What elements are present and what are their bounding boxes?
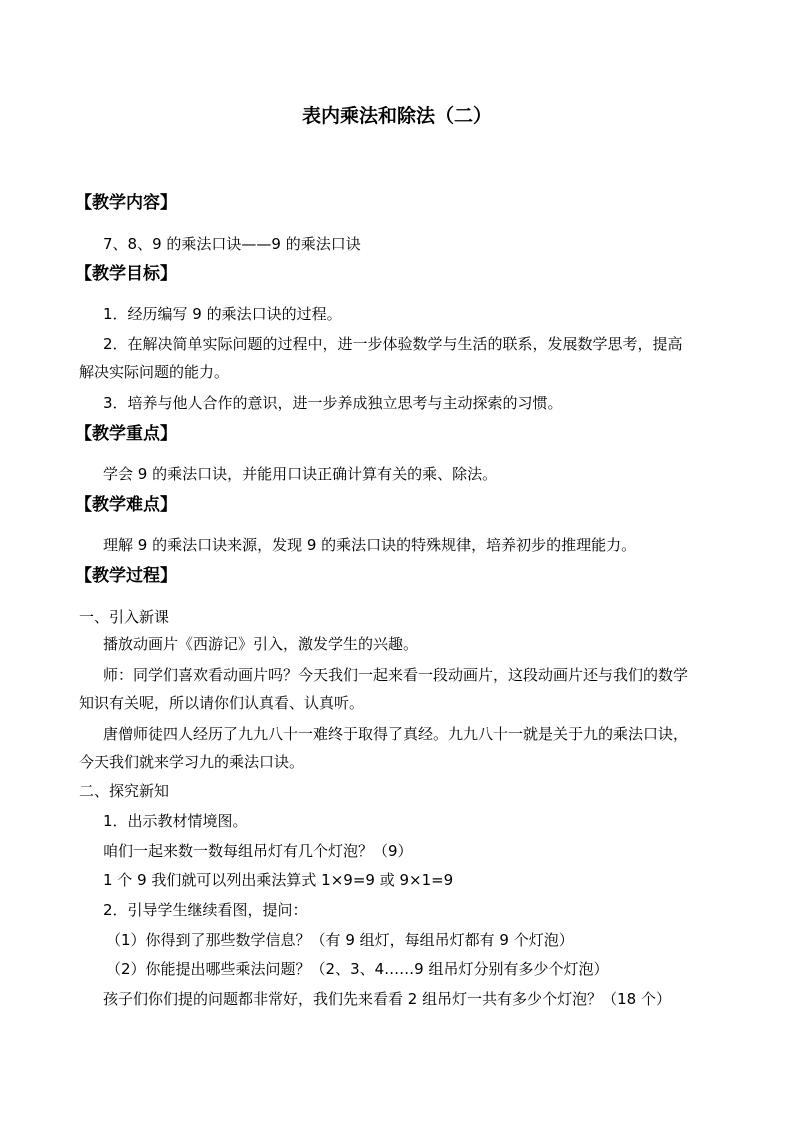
explore-line-1: 1．出示教材情境图。 (103, 812, 248, 830)
key-point-line: 学会 9 的乘法口诀，并能用口诀正确计算有关的乘、除法。 (103, 465, 498, 483)
intro-line-5: 今天我们就来学习九的乘法口诀。 (79, 753, 305, 771)
document-title: 表内乘法和除法（二） (301, 105, 492, 127)
explore-line-7: 孩子们你们提的问题都非常好，我们先来看看 2 组吊灯一共有多少个灯泡？（18 个） (103, 990, 671, 1008)
intro-line-2: 师：同学们喜欢看动画片吗？今天我们一起来看一段动画片，这段动画片还与我们的数学 (103, 666, 689, 684)
heading-key-point: 【教学重点】 (75, 424, 177, 444)
heading-teaching-goals: 【教学目标】 (75, 264, 177, 284)
explore-line-6: （2）你能提出哪些乘法问题？（2、3、4……9 组吊灯分别有多少个灯泡） (106, 960, 609, 978)
explore-line-2: 咱们一起来数一数每组吊灯有几个灯泡？（9） (103, 842, 413, 860)
goal-line-3: 3．培养与他人合作的意识，进一步养成独立思考与主动探索的习惯。 (103, 394, 563, 412)
section-explore-title: 二、探究新知 (79, 782, 170, 800)
goal-line-2: 2．在解决简单实际问题的过程中，进一步体验数学与生活的联系，发展数学思考，提高 (103, 335, 683, 353)
goal-line-2-cont: 解决实际问题的能力。 (79, 363, 230, 381)
content-line: 7、8、9 的乘法口诀——9 的乘法口诀 (103, 235, 361, 253)
explore-line-5: （1）你得到了那些数学信息？（有 9 组灯，每组吊灯都有 9 个灯泡） (106, 931, 574, 949)
difficulty-line: 理解 9 的乘法口诀来源，发现 9 的乘法口诀的特殊规律，培养初步的推理能力。 (103, 536, 637, 554)
intro-line-1: 播放动画片《西游记》引入，激发学生的兴趣。 (103, 635, 419, 653)
heading-teaching-content: 【教学内容】 (75, 193, 177, 213)
goal-line-1: 1．经历编写 9 的乘法口诀的过程。 (103, 305, 342, 323)
heading-difficulty: 【教学难点】 (75, 495, 177, 515)
intro-line-3: 知识有关呢，所以请你们认真看、认真听。 (79, 694, 365, 712)
intro-line-4: 唐僧师徒四人经历了九九八十一难终于取得了真经。九九八十一就是关于九的乘法口诀， (103, 725, 689, 743)
explore-line-3: 1 个 9 我们就可以列出乘法算式 1×9=9 或 9×1=9 (103, 871, 454, 889)
explore-line-4: 2．引导学生继续看图，提问： (103, 901, 308, 919)
section-intro-title: 一、引入新课 (79, 608, 170, 626)
heading-teaching-process: 【教学过程】 (75, 566, 177, 586)
